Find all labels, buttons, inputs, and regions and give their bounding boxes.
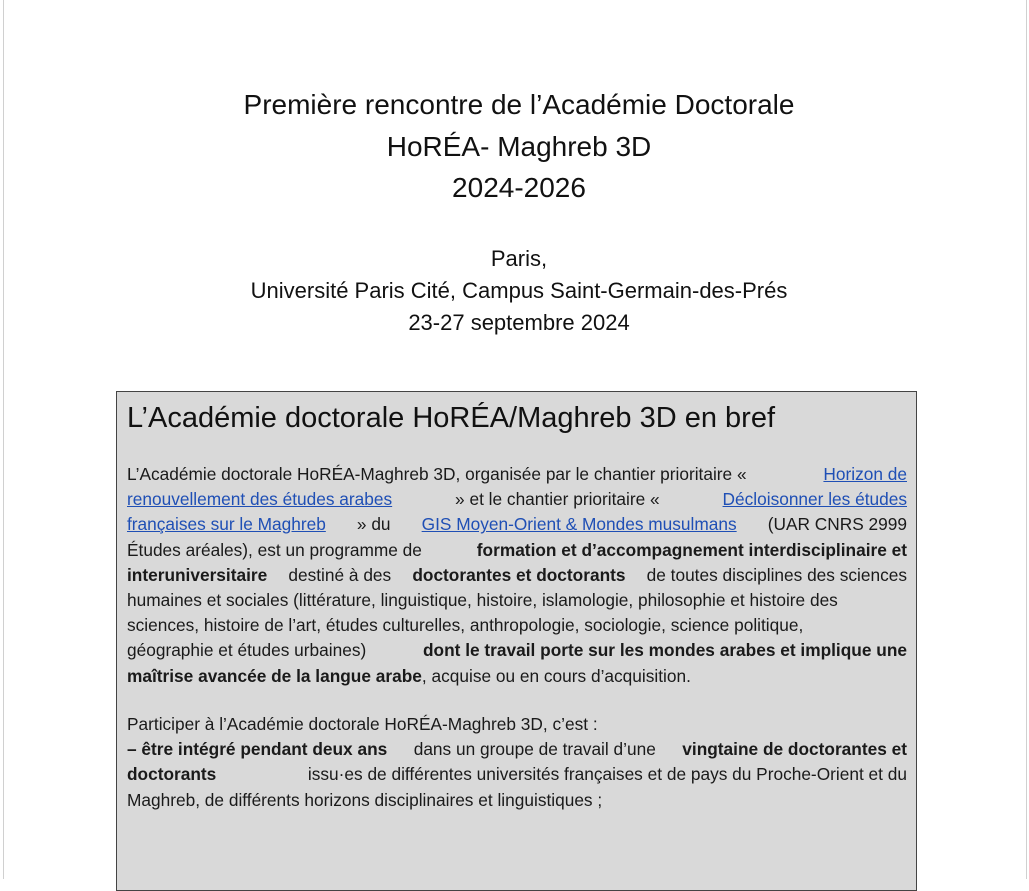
text-line: [127, 638, 907, 663]
text-run: sciences, histoire de l’art, études culturelles, anthropologie, sociologie, science politique,: [127, 615, 804, 636]
bold-run: doctorantes et doctorants: [412, 564, 626, 585]
event-location: [4, 243, 1026, 339]
location-dates: 23-27 septembre 2024: [408, 310, 630, 335]
text-run: dans un groupe de travail d’une: [413, 739, 656, 760]
text-line: [127, 664, 907, 689]
participation-paragraph: [127, 712, 907, 813]
decloisonner-link-continued[interactable]: françaises sur le Maghreb: [127, 514, 326, 535]
participation-heading: Participer à l’Académie doctorale HoRÉA-Maghreb 3D, c’est :: [127, 714, 598, 734]
horizon-link[interactable]: Horizon de: [823, 464, 907, 484]
text-line: [127, 762, 907, 787]
location-city: Paris,: [490, 246, 548, 271]
text-line: [127, 613, 907, 638]
text-run: humaines et sociales (littérature, linguistique, histoire, islamologie, philosophie et histoire des: [127, 589, 838, 610]
document-title: [4, 84, 1026, 209]
text-run: » du: [356, 514, 391, 535]
bold-run: interuniversitaire: [127, 564, 268, 585]
text-run: L’Académie doctorale HoRÉA-Maghreb 3D, organisée par le chantier prioritaire «: [127, 464, 747, 484]
text-run: (UAR CNRS 2999: [767, 514, 907, 535]
text-run: issu·es de différentes universités françaises et de pays du Proche-Orient et du: [307, 764, 907, 785]
bold-run: maîtrise avancée de la langue arabe: [127, 665, 422, 686]
text-line: [127, 712, 907, 737]
text-line: [127, 737, 907, 762]
bold-run: dont le travail porte sur les mondes arabes et implique une: [422, 640, 907, 661]
text-line: [127, 462, 907, 487]
title-line: HoRÉA- Maghreb 3D: [386, 130, 652, 162]
title-line: Première rencontre de l’Académie Doctorale: [243, 89, 795, 120]
decloisonner-link[interactable]: Décloisonner les études: [722, 489, 907, 510]
text-run: Études aréales), est un programme de: [127, 539, 422, 560]
bold-run: – être intégré pendant deux ans: [127, 739, 388, 760]
summary-box-title: L’Académie doctorale HoRÉA/Maghreb 3D en bref: [127, 402, 776, 434]
text-line: [127, 588, 907, 613]
text-line: [127, 512, 907, 537]
bold-run: formation et d’accompagnement interdisciplinaire et: [476, 539, 907, 560]
document-page: [3, 0, 1027, 879]
text-run: de toutes disciplines des sciences: [646, 564, 907, 585]
location-venue: Université Paris Cité, Campus Saint-Germain-des-Prés: [250, 278, 788, 303]
title-line: 2024-2026: [452, 172, 586, 203]
text-run: , acquise ou en cours d’acquisition.: [421, 665, 691, 686]
horizon-link-continued[interactable]: renouvellement des études arabes: [127, 489, 393, 510]
summary-box: [116, 391, 917, 891]
bold-run: vingtaine de doctorantes et: [682, 739, 907, 760]
text-run: destiné à des: [288, 564, 392, 585]
text-line: [127, 788, 907, 813]
intro-paragraph: [127, 462, 907, 689]
text-line: [127, 538, 907, 563]
text-run: géographie et études urbaines): [127, 640, 367, 661]
text-run: Maghreb, de différents horizons disciplinaires et linguistiques ;: [127, 789, 603, 810]
text-line: [127, 563, 907, 588]
gis-link[interactable]: GIS Moyen-Orient & Mondes musulmans: [421, 514, 737, 535]
bold-run: doctorants: [127, 764, 217, 785]
text-line: [127, 487, 907, 512]
text-run: » et le chantier prioritaire «: [455, 489, 660, 510]
